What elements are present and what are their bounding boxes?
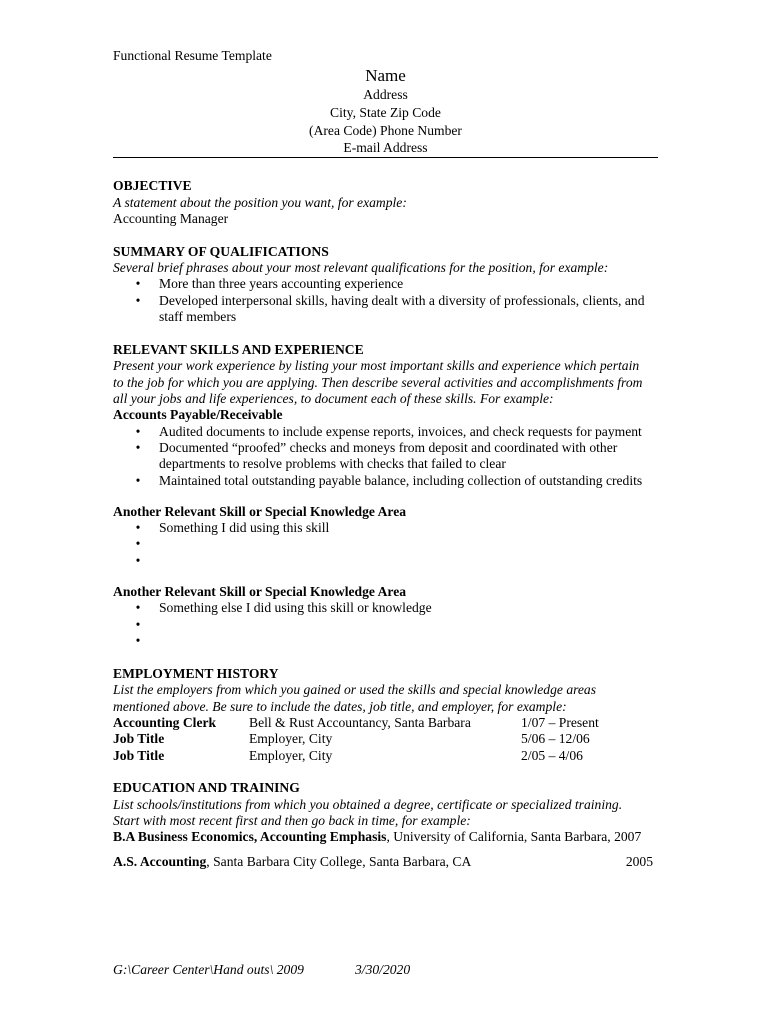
footer-date: 3/30/2020 [355, 962, 411, 977]
job-employer: Bell & Rust Accountancy, Santa Barbara [249, 715, 471, 730]
job-dates: 1/07 – Present [521, 715, 599, 730]
summary-bullet-2-line-1: Developed interpersonal skills, having dealt with a diversity of professionals, clients, and [159, 293, 645, 308]
skills-instruction-line-3: all your jobs and life experiences, to document each of these skills. For example: [113, 391, 554, 406]
objective-heading: OBJECTIVE [113, 178, 192, 193]
skill-area-2-title: Another Relevant Skill or Special Knowledge Area [113, 504, 407, 519]
job-employer: Employer, City [249, 748, 333, 763]
job-dates: 2/05 – 4/06 [521, 748, 583, 763]
header-city: City, State Zip Code [330, 105, 441, 120]
bullet-icon: • [135, 600, 141, 615]
header-email: E-mail Address [343, 140, 428, 155]
skills-instruction-line-2: to the job for which you are applying. Then describe several activities and accomplishments from [113, 375, 643, 390]
bullet-icon: • [135, 617, 141, 632]
objective-example: Accounting Manager [113, 211, 229, 226]
bullet-icon: • [135, 424, 141, 439]
degree-2-details: , Santa Barbara City College, Santa Barbara, CA [206, 854, 472, 869]
header-address: Address [363, 87, 408, 102]
bullet-icon: • [135, 473, 141, 488]
skills-heading: RELEVANT SKILLS AND EXPERIENCE [113, 342, 364, 357]
skill-area-1-bullet-2-line-1: Documented “proofed” checks and moneys from deposit and coordinated with other [159, 440, 618, 455]
job-dates: 5/06 – 12/06 [521, 731, 590, 746]
header-divider [113, 157, 658, 158]
bullet-icon: • [135, 553, 141, 568]
summary-bullet-2-line-2: staff members [159, 309, 237, 324]
skill-area-1-bullet-1: Audited documents to include expense reports, invoices, and check requests for payment [159, 424, 642, 439]
degree-1 [113, 829, 641, 845]
job-title: Accounting Clerk [113, 715, 217, 730]
skill-area-1-title: Accounts Payable/Receivable [113, 407, 283, 422]
summary-bullet-1: More than three years accounting experience [159, 276, 404, 291]
skill-area-1-bullet-3: Maintained total outstanding payable balance, including collection of outstanding credits [159, 473, 643, 488]
footer-path: G:\Career Center\Hand outs\ 2009 [113, 962, 304, 977]
objective-instruction: A statement about the position you want, for example: [113, 195, 407, 210]
summary-heading: SUMMARY OF QUALIFICATIONS [113, 244, 329, 259]
education-heading: EDUCATION AND TRAINING [113, 780, 300, 795]
skill-area-2-bullet-1: Something I did using this skill [159, 520, 330, 535]
document-label: Functional Resume Template [113, 48, 272, 63]
skills-instruction-line-1: Present your work experience by listing your most important skills and experience which pertain [113, 358, 640, 373]
degree-2 [113, 854, 471, 870]
degree-1-details: , University of California, Santa Barbara, 2007 [386, 829, 642, 844]
job-title: Job Title [113, 748, 165, 763]
skill-area-3-bullet-1: Something else I did using this skill or knowledge [159, 600, 432, 615]
degree-2-title: A.S. Accounting [113, 854, 207, 869]
employment-instruction-line-2: mentioned above. Be sure to include the dates, job title, and employer, for example: [113, 699, 567, 714]
education-instruction-line-1: List schools/institutions from which you obtained a degree, certificate or specialized training. [113, 797, 623, 812]
summary-instruction: Several brief phrases about your most relevant qualifications for the position, for example: [113, 260, 609, 275]
bullet-icon: • [135, 520, 141, 535]
degree-2-year: 2005 [625, 854, 653, 869]
job-employer: Employer, City [249, 731, 333, 746]
job-title: Job Title [113, 731, 165, 746]
skill-area-1-bullet-2-line-2: departments to resolve problems with checks that failed to clear [159, 456, 506, 471]
bullet-icon: • [135, 276, 141, 291]
employment-heading: EMPLOYMENT HISTORY [113, 666, 279, 681]
header-phone: (Area Code) Phone Number [309, 123, 462, 138]
bullet-icon: • [135, 440, 141, 455]
employment-instruction-line-1: List the employers from which you gained or used the skills and special knowledge areas [113, 682, 597, 697]
bullet-icon: • [135, 536, 141, 551]
header-name: Name [365, 66, 406, 85]
bullet-icon: • [135, 633, 141, 648]
degree-1-title: B.A Business Economics, Accounting Emphasis [113, 829, 387, 844]
education-instruction-line-2: Start with most recent first and then go back in time, for example: [113, 813, 471, 828]
bullet-icon: • [135, 293, 141, 308]
skill-area-3-title: Another Relevant Skill or Special Knowledge Area [113, 584, 407, 599]
